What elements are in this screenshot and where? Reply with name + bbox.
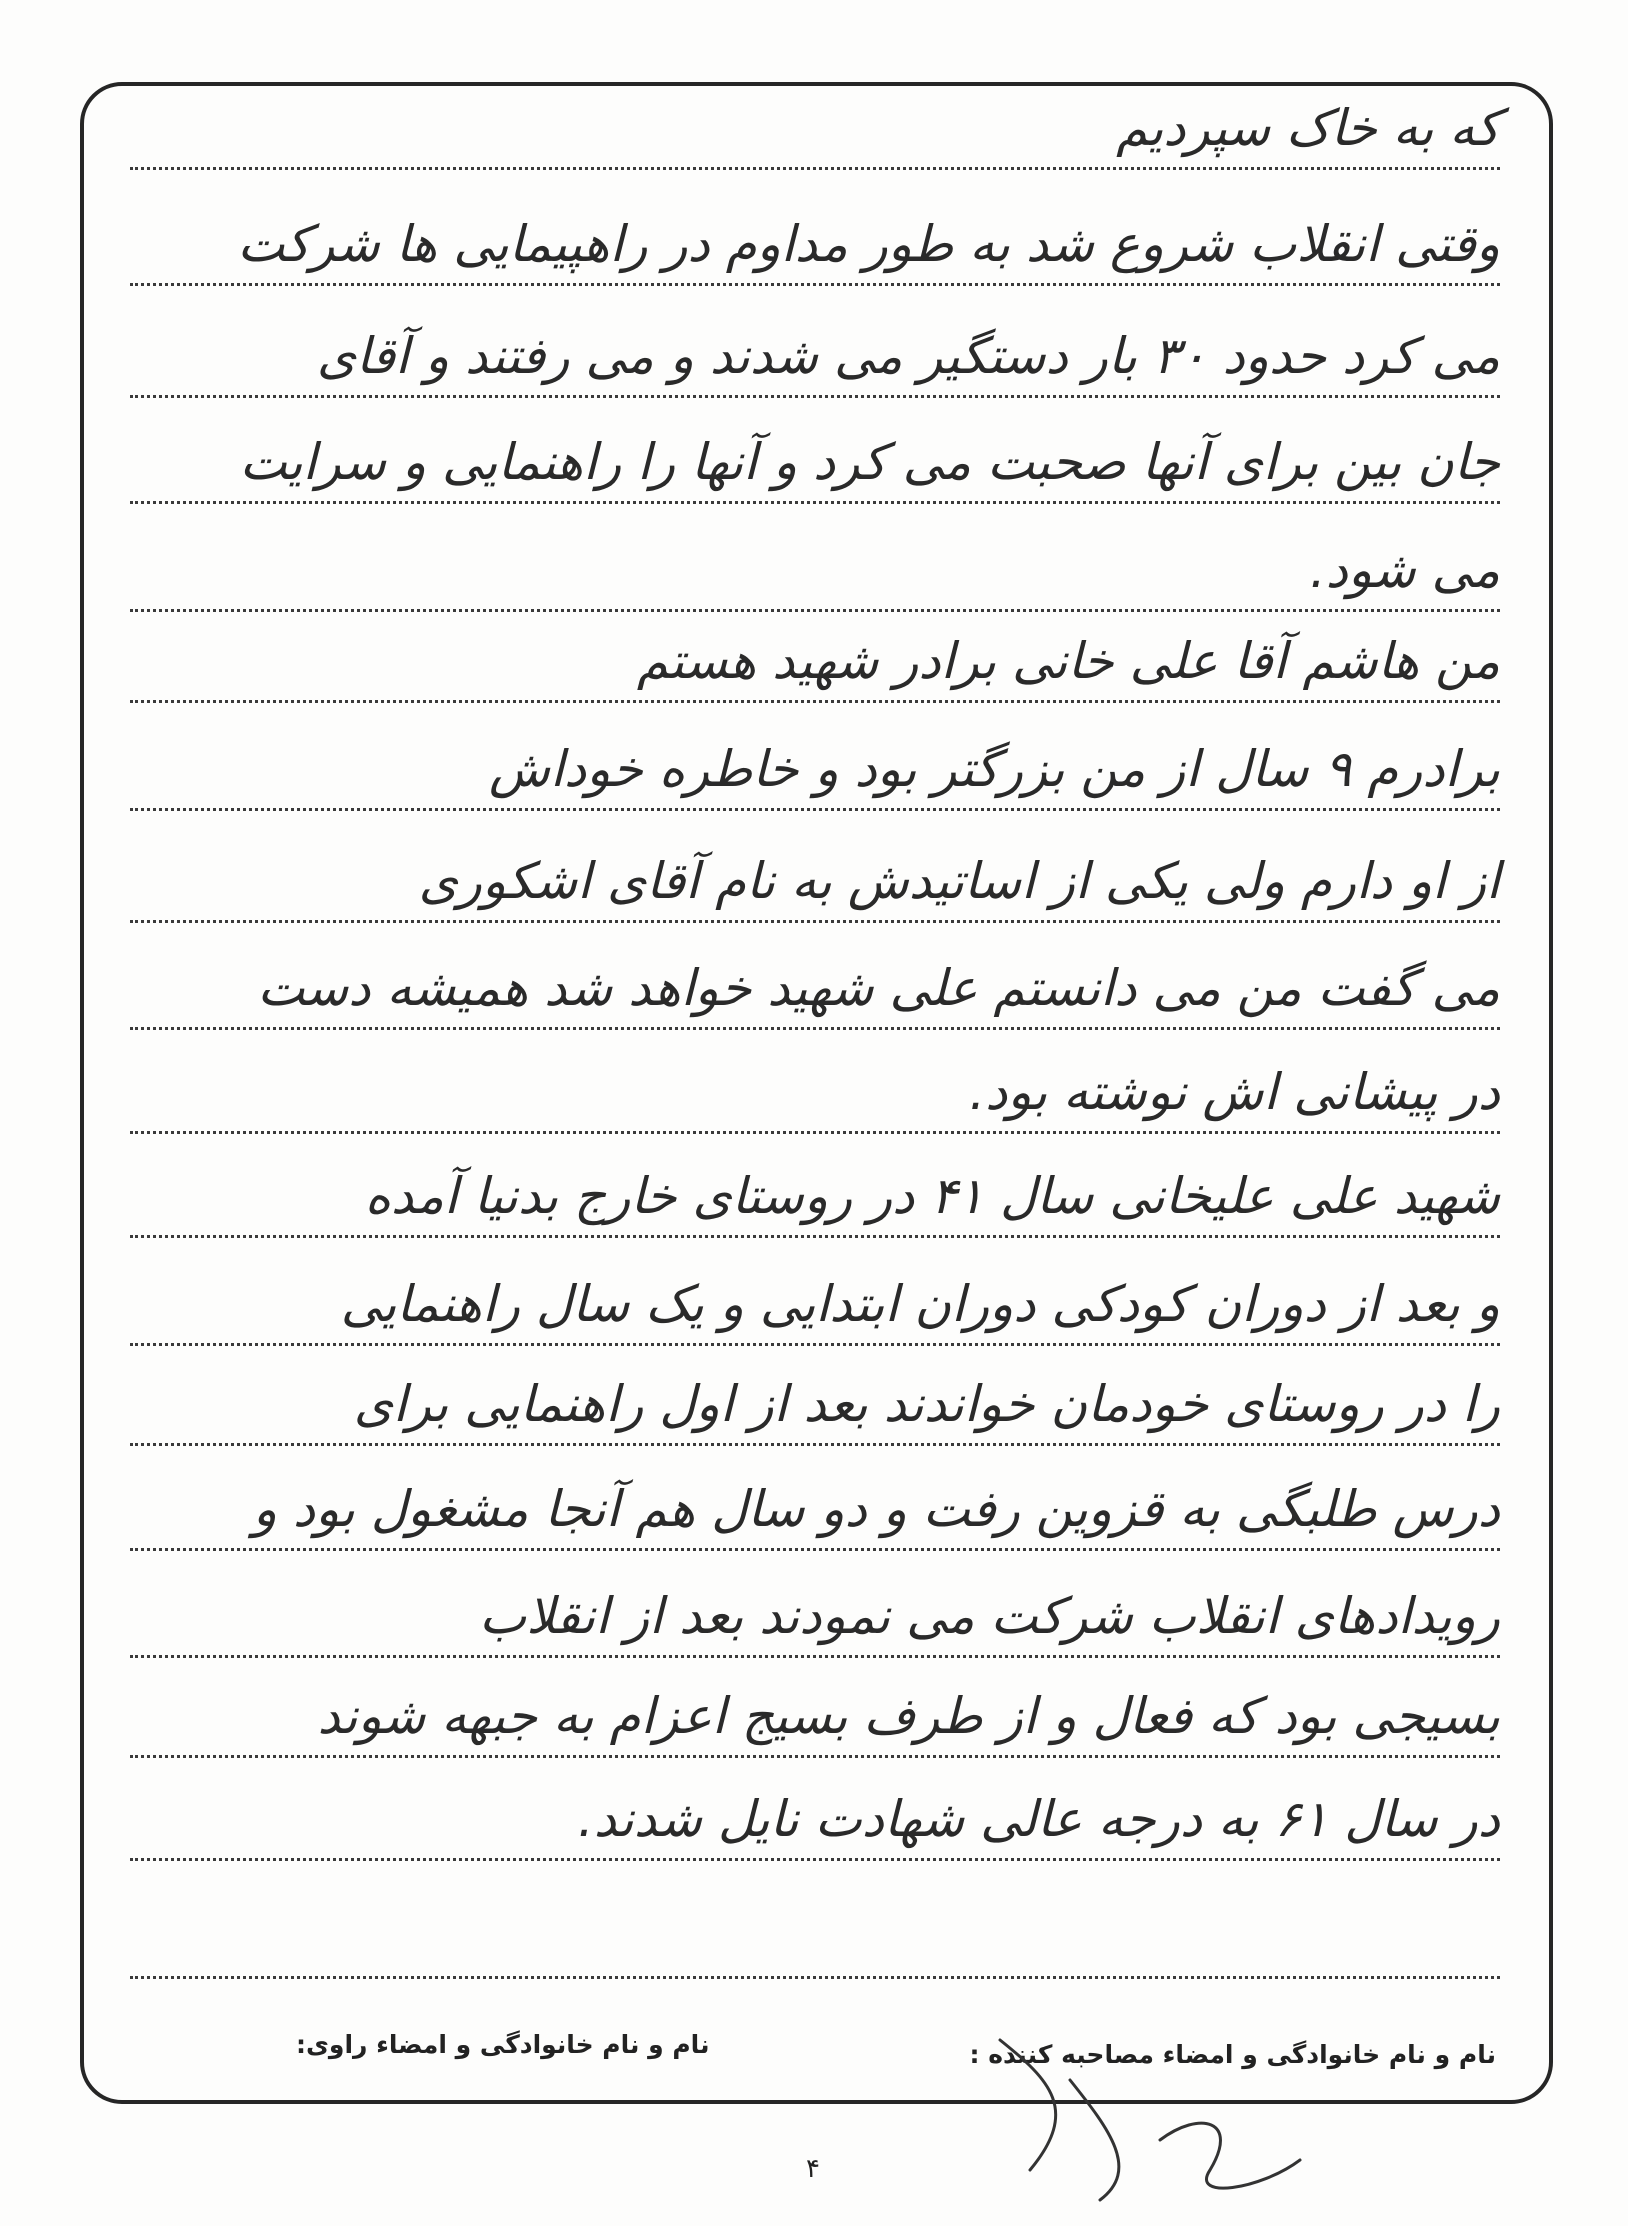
ruled-line-8 bbox=[130, 837, 1500, 923]
handwritten-line-1: که به خاک سپردیم bbox=[1116, 99, 1500, 157]
ruled-line-4 bbox=[130, 418, 1500, 504]
ruled-line-13 bbox=[130, 1360, 1500, 1446]
ruled-line-2 bbox=[130, 200, 1500, 286]
handwritten-line-14: درس طلبگی به قزوین رفت و دو سال هم آنجا مشغول بود و bbox=[252, 1480, 1500, 1538]
page-number: ۴ bbox=[806, 2154, 820, 2184]
handwritten-line-4: جان بین برای آنها صحبت می کرد و آنها را راهنمایی و سرایت bbox=[239, 433, 1500, 491]
ruled-line-7 bbox=[130, 725, 1500, 811]
handwritten-line-3: می کرد حدود ۳۰ بار دستگیر می شدند و می رفتند و آقای bbox=[316, 327, 1500, 385]
ruled-line-1 bbox=[130, 84, 1500, 170]
handwritten-line-12: و بعد از دوران کودکی دوران ابتدایی و یک سال راهنمایی bbox=[340, 1275, 1500, 1333]
handwritten-line-11: شهید علی علیخانی سال ۴۱ در روستای خارج بدنیا آمده bbox=[364, 1167, 1500, 1225]
narrator-signature-label: نام و نام خانوادگی و امضاء راوی: bbox=[296, 2030, 710, 2059]
handwritten-line-17: در سال ۶۱ به درجه عالی شهادت نایل شدند. bbox=[577, 1790, 1500, 1848]
handwritten-line-7: برادرم ۹ سال از من بزرگتر بود و خاطره خوداش bbox=[489, 740, 1500, 798]
ruled-line-12 bbox=[130, 1260, 1500, 1346]
handwritten-line-13: را در روستای خودمان خواندند بعد از اول راهنمایی برای bbox=[353, 1375, 1500, 1433]
ruled-line-3 bbox=[130, 312, 1500, 398]
ruled-line-10 bbox=[130, 1048, 1500, 1134]
ruled-line-5 bbox=[130, 526, 1500, 612]
interviewer-signature-label: نام و نام خانوادگی و امضاء مصاحبه کننده : bbox=[969, 2040, 1496, 2069]
signature-scribble bbox=[960, 2020, 1340, 2210]
handwritten-line-16: بسیجی بود که فعال و از طرف بسیج اعزام به جبهه شوند bbox=[317, 1687, 1500, 1745]
ruled-line-11 bbox=[130, 1152, 1500, 1238]
handwritten-line-6: من هاشم آقا علی خانی برادر شهید هستم bbox=[636, 632, 1500, 690]
handwritten-line-15: رویدادهای انقلاب شرکت می نمودند بعد از انقلاب bbox=[479, 1587, 1500, 1645]
ruled-line-6 bbox=[130, 617, 1500, 703]
ruled-line-9 bbox=[130, 944, 1500, 1030]
handwritten-line-2: وقتی انقلاب شروع شد به طور مداوم در راهپیمایی ها شرکت bbox=[237, 215, 1500, 273]
handwritten-line-9: می گفت من می دانستم علی شهید خواهد شد همیشه دست bbox=[257, 959, 1500, 1017]
ruled-line-18 bbox=[130, 1893, 1500, 1979]
ruled-line-14 bbox=[130, 1465, 1500, 1551]
ruled-line-17 bbox=[130, 1775, 1500, 1861]
ruled-line-15 bbox=[130, 1572, 1500, 1658]
ruled-line-16 bbox=[130, 1672, 1500, 1758]
handwritten-line-5: می شود. bbox=[1309, 541, 1500, 599]
handwritten-line-8: از او دارم ولی یکی از اساتیدش به نام آقای اشکوری bbox=[418, 852, 1500, 910]
handwritten-line-10: در پیشانی اش نوشته بود. bbox=[969, 1063, 1500, 1121]
